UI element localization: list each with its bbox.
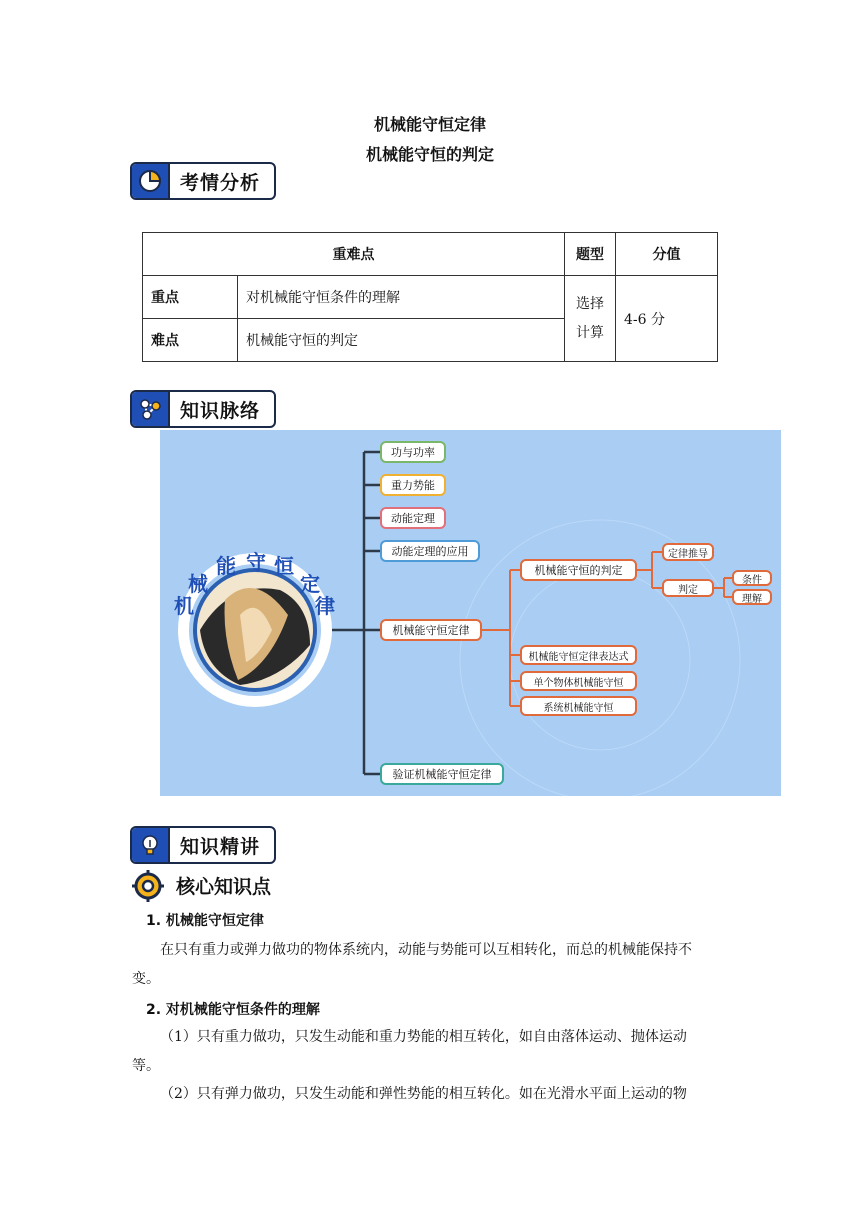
section-analysis-badge — [130, 162, 276, 200]
heading-1: 1. 机械能守恒定律 — [146, 913, 264, 929]
mindmap-branch-node: 验证机械能守恒定律 — [380, 763, 504, 785]
paragraph-line: 等。 — [132, 1058, 160, 1074]
mindmap-branch-node: 动能定理的应用 — [380, 540, 480, 562]
section-network-label: 知识脉络 — [180, 399, 261, 422]
table-row-label: 难点 — [143, 319, 238, 362]
mindmap-judge-node: 判定 — [662, 579, 714, 597]
mindmap-sub-node: 系统机械能守恒 — [520, 696, 637, 716]
mindmap-branch-node: 功与功率 — [380, 441, 446, 463]
center-char: 恒 — [274, 554, 294, 578]
center-char: 律 — [315, 594, 335, 618]
mindmap-sub-node: 机械能守恒的判定 — [520, 559, 637, 581]
center-char: 械 — [188, 572, 208, 596]
table-row-label: 重点 — [143, 276, 238, 319]
section-network-badge — [130, 390, 276, 428]
core-knowledge-heading: 核心知识点 — [176, 876, 272, 898]
paragraph-line: （1）只有重力做功，只发生动能和重力势能的相互转化，如自由落体运动、抛体运动 — [160, 1029, 687, 1045]
table-row-content: 对机械能守恒条件的理解 — [238, 276, 565, 319]
section-lecture-badge — [130, 826, 276, 864]
table-header-difficulty: 重难点 — [143, 233, 565, 276]
mindmap-sub-node: 机械能守恒定律表达式 — [520, 645, 637, 665]
network-icon — [132, 392, 170, 426]
knowledge-mindmap — [160, 430, 781, 796]
table-header-type: 题型 — [565, 233, 616, 276]
mindmap-leaf-node: 理解 — [732, 589, 772, 605]
mindmap-leaf-node: 条件 — [732, 570, 772, 586]
paragraph-line: （2）只有弹力做功，只发生动能和弹性势能的相互转化。如在光滑水平面上运动的物 — [160, 1086, 687, 1102]
table-score: 4-6 分 — [616, 276, 718, 362]
heading-2: 2. 对机械能守恒条件的理解 — [146, 1002, 320, 1018]
section-analysis-label: 考情分析 — [180, 171, 261, 194]
mindmap-branch-node: 重力势能 — [380, 474, 446, 496]
target-icon — [132, 870, 164, 902]
question-type-2: 计算 — [576, 324, 604, 341]
question-type-1: 选择 — [576, 295, 604, 312]
mindmap-sub-node: 单个物体机械能守恒 — [520, 671, 637, 691]
mindmap-branch-node: 机械能守恒定律 — [380, 619, 482, 641]
mindmap-judge-node: 定律推导 — [662, 543, 714, 561]
table-header-score: 分值 — [616, 233, 718, 276]
paragraph-line: 变。 — [132, 971, 160, 987]
page-title: 机械能守恒定律 — [373, 115, 486, 134]
table-row-content: 机械能守恒的判定 — [238, 319, 565, 362]
pie-chart-icon — [132, 164, 170, 198]
center-char: 守 — [246, 550, 266, 574]
mindmap-lines — [160, 430, 781, 796]
center-char: 机 — [174, 594, 194, 618]
analysis-table — [142, 232, 718, 362]
paragraph-line: 在只有重力或弹力做功的物体系统内，动能与势能可以互相转化，而总的机械能保持不 — [160, 942, 692, 958]
center-char: 定 — [300, 572, 320, 596]
table-question-type — [565, 276, 616, 362]
page-subtitle: 机械能守恒的判定 — [365, 145, 494, 164]
section-lecture-label: 知识精讲 — [180, 835, 261, 858]
center-char: 能 — [216, 554, 236, 578]
lightbulb-icon — [132, 828, 170, 862]
mindmap-branch-node: 动能定理 — [380, 507, 446, 529]
